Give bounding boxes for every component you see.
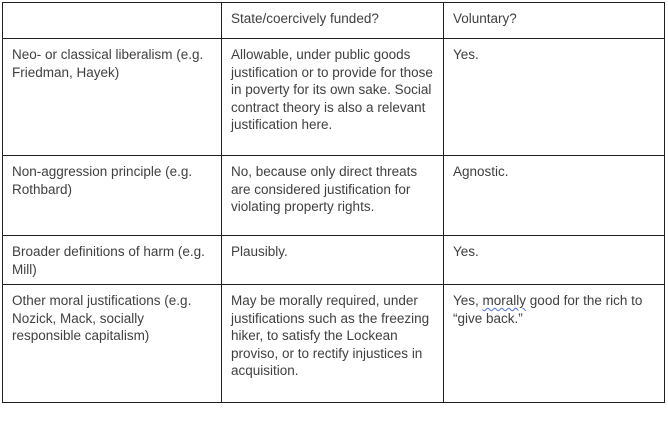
table-row (3, 236, 665, 285)
voluntary-text-part: good for the rich to “give back.” (453, 293, 643, 326)
theory-cell: Non-aggression principle (e.g. Rothbard) (3, 156, 222, 236)
header-cell-empty (3, 3, 222, 39)
state-funded-cell: No, because only direct threats are considered justification for violating property rights. (222, 156, 444, 236)
header-row (3, 3, 665, 39)
theory-cell: Broader definitions of harm (e.g. Mill) (3, 236, 222, 285)
state-funded-cell: Plausibly. (222, 236, 444, 285)
state-funded-cell: May be morally required, under justifications such as the freezing hiker, to satisfy the Lockean proviso, or to rectify injustices in acquisition. (222, 285, 444, 403)
state-funded-cell: Allowable, under public goods justification or to provide for those in poverty for its own sake. Social contract theory is also a relevant justification here. (222, 39, 444, 156)
table-row (3, 285, 665, 403)
voluntary-cell: Agnostic. (444, 156, 665, 236)
spellcheck-flagged-word[interactable]: morally (482, 293, 527, 308)
header-cell-state-funded: State/coercively funded? (222, 3, 444, 39)
voluntary-cell: Yes. (444, 236, 665, 285)
header-cell-voluntary: Voluntary? (444, 3, 665, 39)
comparison-table (2, 2, 665, 403)
voluntary-text-part: Yes, (453, 293, 483, 308)
table-row (3, 156, 665, 236)
voluntary-cell: Yes. (444, 39, 665, 156)
table-row (3, 39, 665, 156)
theory-cell: Neo- or classical liberalism (e.g. Friedman, Hayek) (3, 39, 222, 156)
voluntary-cell (444, 285, 665, 403)
theory-cell: Other moral justifications (e.g. Nozick, Mack, socially responsible capitalism) (3, 285, 222, 403)
